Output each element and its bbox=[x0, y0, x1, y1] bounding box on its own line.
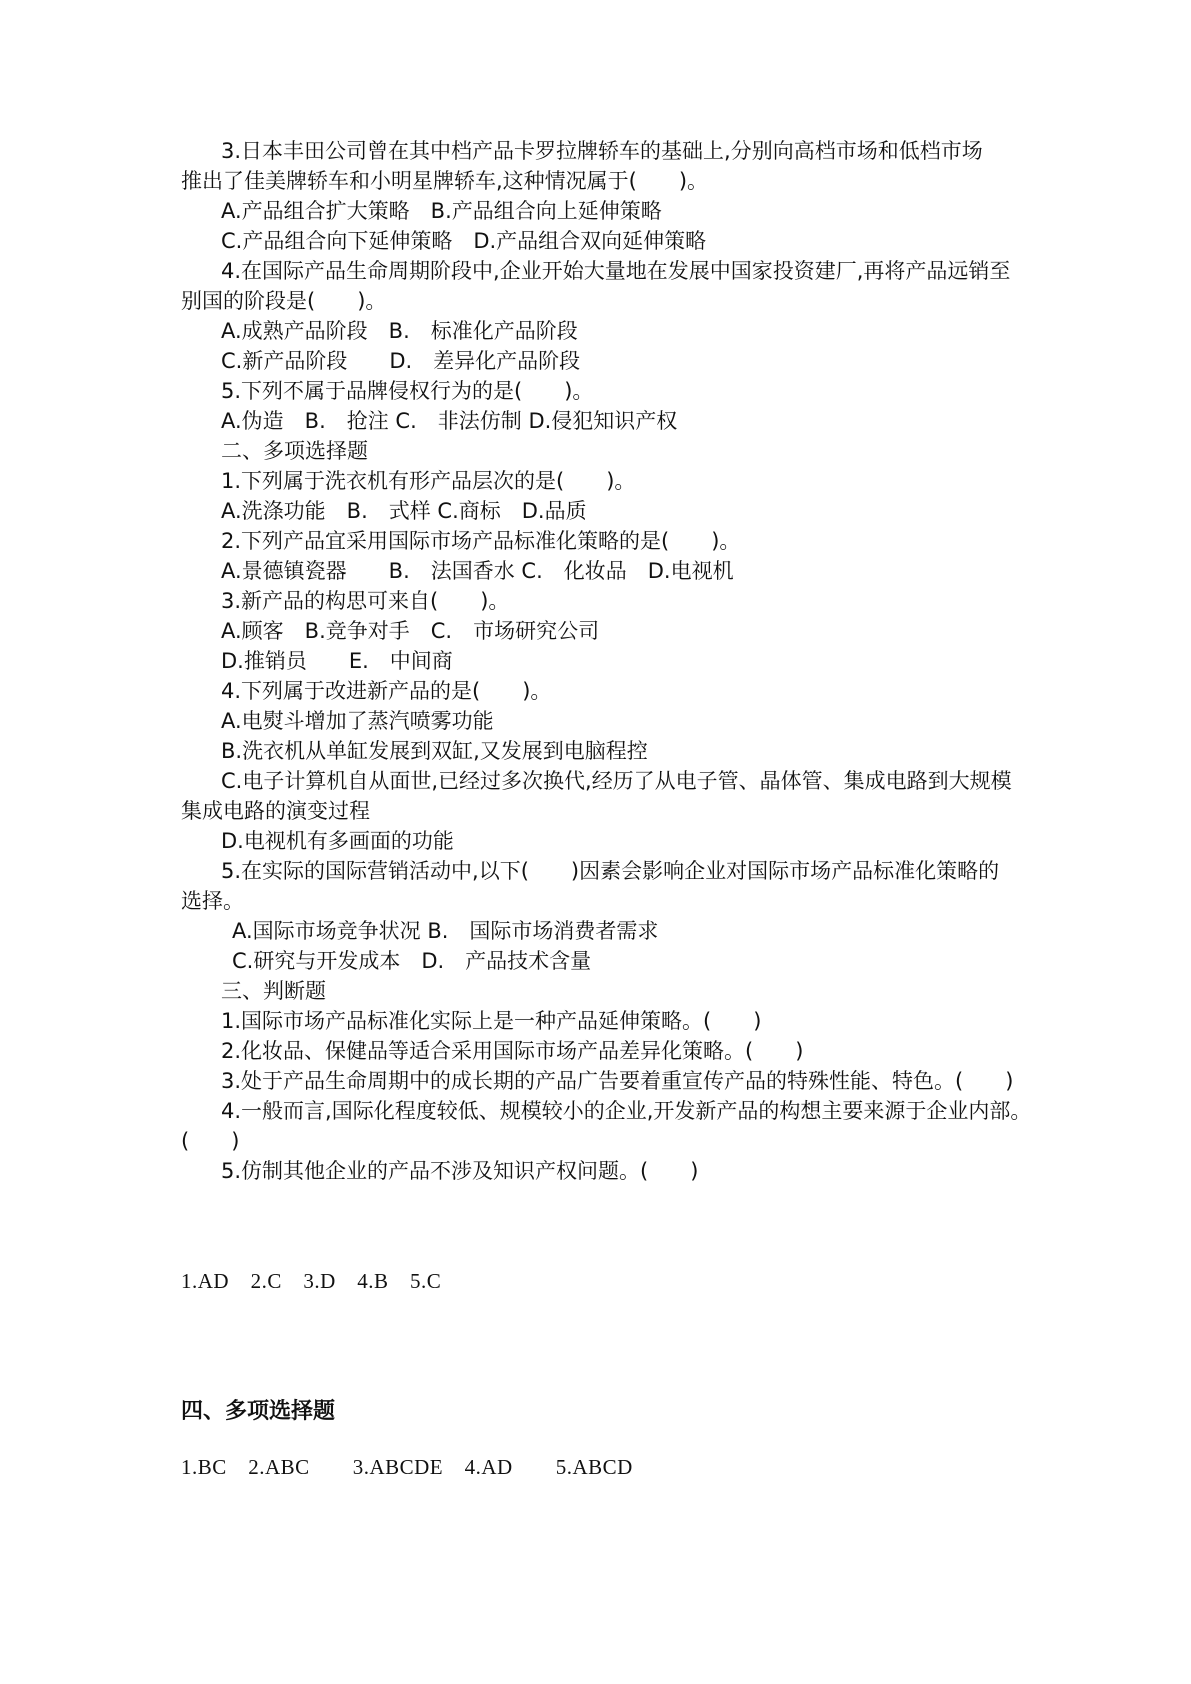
option-line: B.洗衣机从单缸发展到双缸,又发展到电脑程控 bbox=[221, 739, 648, 763]
answer-key-line: 1.BC 2.ABC 3.ABCDE 4.AD 5.ABCD bbox=[181, 1455, 633, 1479]
option-line: C.新产品阶段 D. 差异化产品阶段 bbox=[221, 349, 581, 373]
option-line: A.伪造 B. 抢注 C. 非法仿制 D.侵犯知识产权 bbox=[221, 409, 678, 433]
question-text: 1.国际市场产品标准化实际上是一种产品延伸策略。( ) bbox=[221, 1009, 762, 1033]
question-text: 别国的阶段是( )。 bbox=[181, 289, 387, 313]
question-text: 5.下列不属于品牌侵权行为的是( )。 bbox=[221, 379, 594, 403]
question-text: 3.日本丰田公司曾在其中档产品卡罗拉牌轿车的基础上,分别向高档市场和低档市场 bbox=[221, 139, 983, 163]
option-line: A.洗涤功能 B. 式样 C.商标 D.品质 bbox=[221, 499, 587, 523]
option-line: C.产品组合向下延伸策略 D.产品组合双向延伸策略 bbox=[221, 229, 707, 253]
question-text: ( ) bbox=[181, 1129, 240, 1153]
section-heading: 四、多项选择题 bbox=[181, 1399, 336, 1424]
section-heading: 三、判断题 bbox=[221, 979, 326, 1003]
question-text: 推出了佳美牌轿车和小明星牌轿车,这种情况属于( )。 bbox=[181, 169, 709, 193]
option-line: A.成熟产品阶段 B. 标准化产品阶段 bbox=[221, 319, 578, 343]
question-text: 1.下列属于洗衣机有形产品层次的是( )。 bbox=[221, 469, 636, 493]
question-text: 2.化妆品、保健品等适合采用国际市场产品差异化策略。( ) bbox=[221, 1039, 804, 1063]
question-text: 2.下列产品宜采用国际市场产品标准化策略的是( )。 bbox=[221, 529, 741, 553]
option-line: D.电视机有多画面的功能 bbox=[221, 829, 454, 853]
question-text: 5.在实际的国际营销活动中,以下( )因素会影响企业对国际市场产品标准化策略的 bbox=[221, 859, 1000, 883]
question-text: 5.仿制其他企业的产品不涉及知识产权问题。( ) bbox=[221, 1159, 699, 1183]
option-line: C.研究与开发成本 D. 产品技术含量 bbox=[232, 949, 592, 973]
option-line: 集成电路的演变过程 bbox=[181, 799, 370, 823]
option-line: A.顾客 B.竞争对手 C. 市场研究公司 bbox=[221, 619, 600, 643]
question-text: 3.新产品的构思可来自( )。 bbox=[221, 589, 510, 613]
question-text: 4.在国际产品生命周期阶段中,企业开始大量地在发展中国家投资建厂,再将产品远销至 bbox=[221, 259, 1011, 283]
question-text: 选择。 bbox=[181, 889, 244, 913]
option-line: D.推销员 E. 中间商 bbox=[221, 649, 453, 673]
option-line: C.电子计算机自从面世,已经过多次换代,经历了从电子管、晶体管、集成电路到大规模 bbox=[221, 769, 1012, 793]
option-line: A.国际市场竞争状况 B. 国际市场消费者需求 bbox=[232, 919, 659, 943]
question-text: 3.处于产品生命周期中的成长期的产品广告要着重宣传产品的特殊性能、特色。( ) bbox=[221, 1069, 1014, 1093]
option-line: A.电熨斗增加了蒸汽喷雾功能 bbox=[221, 709, 494, 733]
option-line: A.景德镇瓷器 B. 法国香水 C. 化妆品 D.电视机 bbox=[221, 559, 734, 583]
section-heading: 二、多项选择题 bbox=[221, 439, 368, 463]
option-line: A.产品组合扩大策略 B.产品组合向上延伸策略 bbox=[221, 199, 662, 223]
question-text: 4.下列属于改进新产品的是( )。 bbox=[221, 679, 552, 703]
answer-key-line: 1.AD 2.C 3.D 4.B 5.C bbox=[181, 1269, 442, 1293]
question-text: 4.一般而言,国际化程度较低、规模较小的企业,开发新产品的构想主要来源于企业内部。 bbox=[221, 1099, 1032, 1123]
